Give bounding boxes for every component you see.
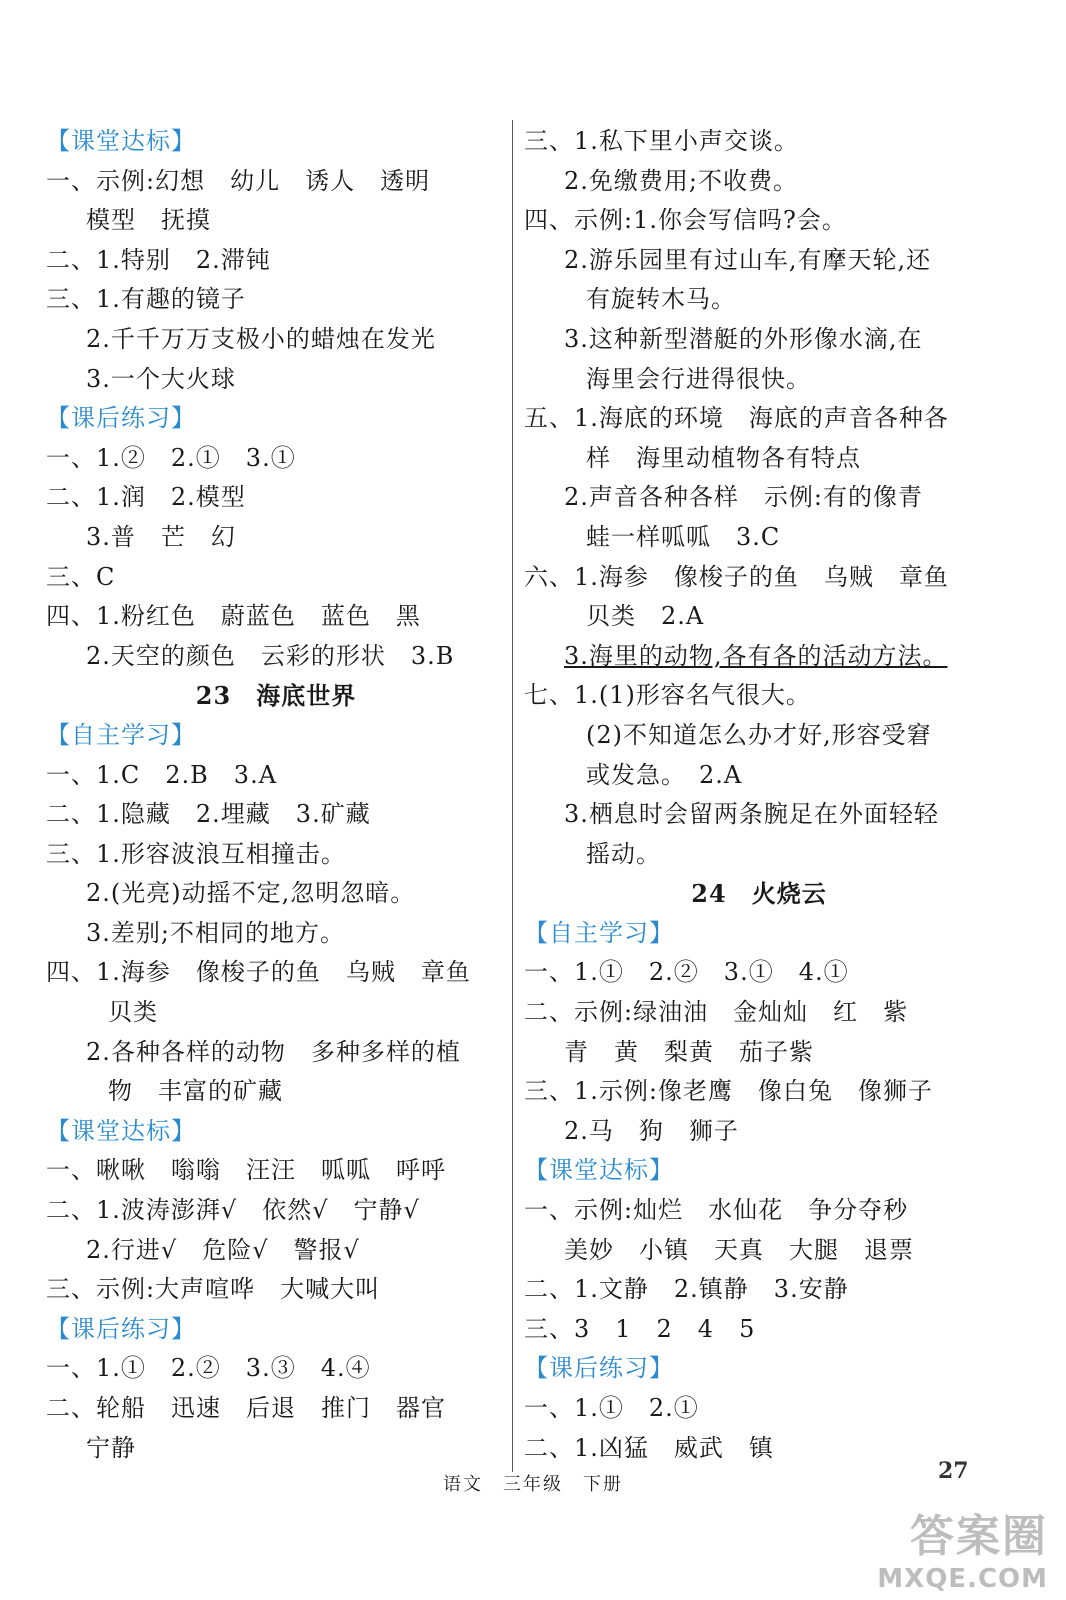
answer-line: 二、轮船 迅速 后退 推门 器官	[46, 1394, 446, 1422]
answer-line: 宁静	[86, 1433, 136, 1462]
answer-line: (2)不知道怎么办才好,形容受窘	[586, 720, 932, 749]
watermark	[877, 1500, 1048, 1594]
answer-line: 摇动。	[586, 839, 661, 868]
answer-line: 2.马 狗 狮子	[564, 1116, 739, 1145]
answer-line: 3.栖息时会留两条腕足在外面轻轻	[564, 800, 939, 829]
answer-line: 有旋转木马。	[586, 285, 736, 314]
answer-line: 3.海里的动物,各有各的活动方法。	[564, 641, 948, 670]
answer-line: 贝类 2.A	[586, 602, 705, 631]
answer-line: 三、1.私下里小声交谈。	[524, 127, 799, 155]
lesson-title: 23 海底世界	[195, 681, 357, 711]
watermark-url: MXQE.COM	[877, 1564, 1048, 1594]
answer-line: 二、1.凶猛 威武 镇	[524, 1433, 774, 1462]
section-heading: 【课堂达标】	[46, 127, 196, 155]
answer-line: 一、示例:灿烂 水仙花 争分夺秒	[524, 1196, 909, 1225]
watermark-title: 答案圈	[910, 1511, 1048, 1562]
answer-line: 2.千千万万支极小的蜡烛在发光	[86, 324, 436, 353]
answer-line: 六、1.海参 像梭子的鱼 乌贼 章鱼	[524, 562, 949, 591]
answer-line: 3.这种新型潜艇的外形像水滴,在	[564, 324, 923, 353]
answer-line: 2.行进√ 危险√ 警报√	[86, 1235, 360, 1264]
answer-line: 2.天空的颜色 云彩的形状 3.B	[86, 641, 455, 670]
section-heading: 【课后练习】	[46, 404, 196, 433]
answer-line: 3.差别;不相同的地方。	[86, 918, 345, 947]
answer-line: 一、啾啾 嗡嗡 汪汪 呱呱 呼呼	[46, 1156, 446, 1185]
answer-line: 四、示例:1.你会写信吗?会。	[524, 206, 847, 235]
answer-line: 三、示例:大声喧哗 大喊大叫	[46, 1275, 381, 1304]
answer-line: 或发急。 2.A	[586, 760, 743, 789]
column-divider	[512, 120, 513, 1472]
answer-line: 3.普 芒 幻	[86, 522, 236, 551]
answer-line: 2.各种各样的动物 多种多样的植	[86, 1037, 461, 1066]
section-heading: 【自主学习】	[524, 918, 674, 947]
answer-line: 七、1.(1)形容名气很大。	[524, 681, 811, 710]
answer-line: 2.声音各种各样 示例:有的像青	[564, 483, 923, 512]
right-column	[524, 122, 994, 1468]
answer-line: 样 海里动植物各有特点	[586, 443, 861, 472]
answer-line: 2.免缴费用;不收费。	[564, 166, 798, 195]
answer-line: 贝类	[108, 998, 158, 1027]
answer-line: 模型 抚摸	[86, 206, 211, 235]
answer-line: 一、1.C 2.B 3.A	[46, 760, 278, 789]
page-number: 27	[938, 1458, 969, 1484]
answer-line: 2.(光亮)动摇不定,忽明忽暗。	[86, 879, 416, 908]
answer-line: 一、示例:幻想 幼儿 诱人 透明	[46, 166, 431, 195]
answer-line: 一、1.① 2.② 3.① 4.①	[524, 958, 849, 987]
answer-line: 一、1.② 2.① 3.①	[46, 443, 296, 472]
answer-line: 蛙一样呱呱 3.C	[586, 522, 781, 551]
answer-line: 四、1.粉红色 蔚蓝色 蓝色 黑	[46, 602, 421, 631]
answer-line: 二、1.波涛澎湃√ 依然√ 宁静√	[46, 1196, 420, 1225]
section-heading: 【课后练习】	[46, 1314, 196, 1343]
answer-line: 一、1.① 2.② 3.③ 4.④	[46, 1354, 371, 1383]
answer-line: 美妙 小镇 天真 大腿 退票	[564, 1235, 914, 1264]
answer-line: 三、1.形容波浪互相撞击。	[46, 839, 346, 868]
answer-line: 2.游乐园里有过山车,有摩天轮,还	[564, 245, 932, 274]
answer-line: 三、C	[46, 562, 116, 591]
answer-line: 五、1.海底的环境 海底的声音各种各	[524, 404, 949, 433]
answer-line: 三、3 1 2 4 5	[524, 1314, 756, 1343]
answer-line: 3.一个大火球	[86, 364, 236, 393]
answer-line: 三、1.示例:像老鹰 像白兔 像狮子	[524, 1077, 933, 1106]
answer-line: 二、1.润 2.模型	[46, 483, 246, 512]
answer-line: 四、1.海参 像梭子的鱼 乌贼 章鱼	[46, 958, 471, 987]
section-heading: 【课堂达标】	[46, 1116, 196, 1145]
section-heading: 【课后练习】	[524, 1354, 674, 1383]
answer-line: 二、1.特别 2.滞钝	[46, 245, 271, 274]
left-column	[46, 122, 506, 1468]
section-heading: 【自主学习】	[46, 720, 196, 749]
answer-line: 二、1.文静 2.镇静 3.安静	[524, 1275, 849, 1304]
answer-line: 海里会行进得很快。	[586, 364, 811, 393]
answer-line: 三、1.有趣的镜子	[46, 285, 246, 314]
section-heading: 【课堂达标】	[524, 1156, 674, 1185]
answer-line: 二、示例:绿油油 金灿灿 红 紫	[524, 998, 909, 1027]
answer-line: 一、1.① 2.①	[524, 1394, 699, 1422]
lesson-title: 24 火烧云	[691, 879, 827, 909]
answer-line: 青 黄 梨黄 茄子紫	[564, 1037, 814, 1066]
page-footer: 语文 三年级 下册	[443, 1474, 623, 1495]
answer-line: 二、1.隐藏 2.埋藏 3.矿藏	[46, 800, 371, 829]
answer-line: 物 丰富的矿藏	[108, 1077, 283, 1106]
